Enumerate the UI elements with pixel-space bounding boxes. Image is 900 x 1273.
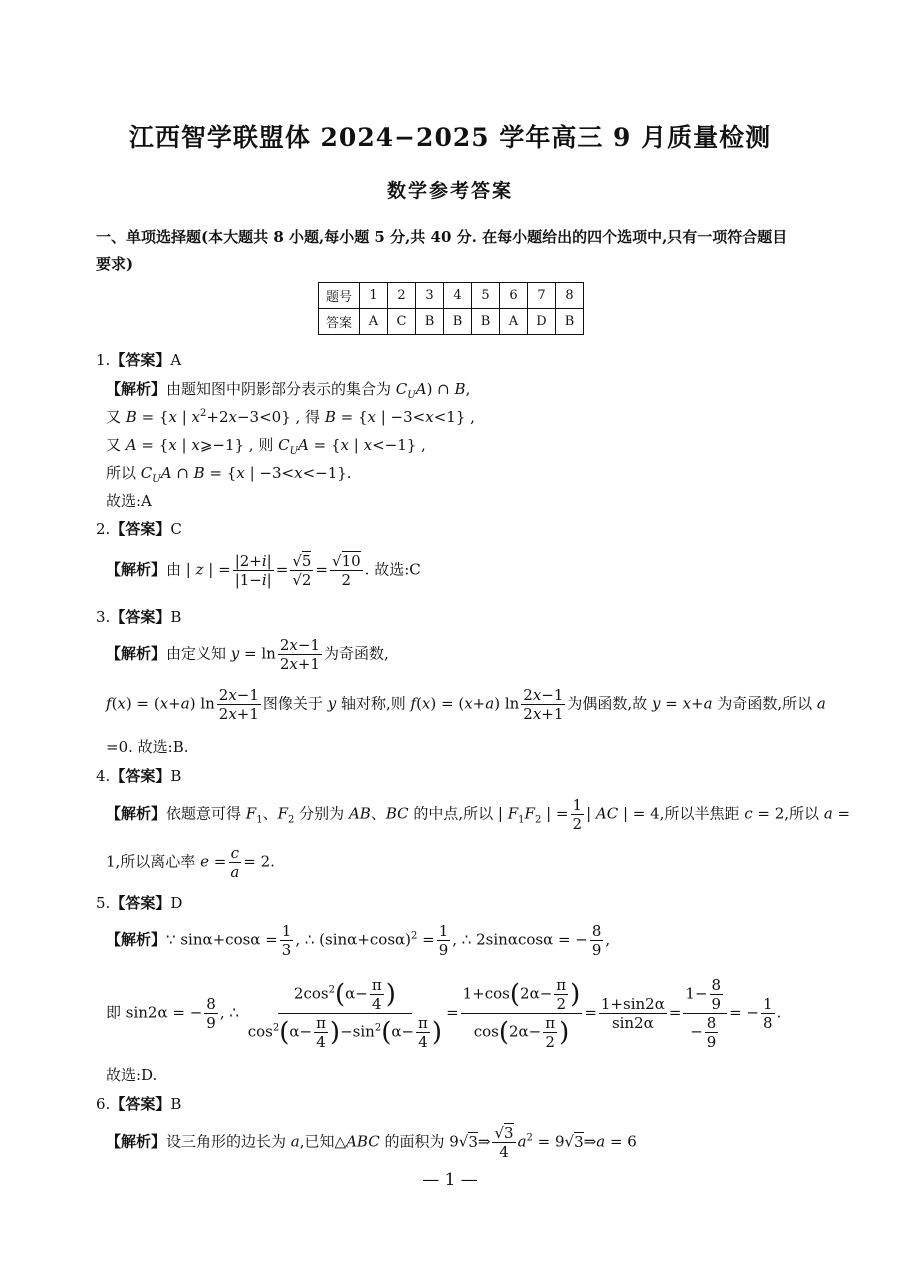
table-cell: B xyxy=(556,309,584,335)
table-cell: C xyxy=(388,309,416,335)
table-row-label: 答案 xyxy=(319,309,360,335)
answer-value: D xyxy=(170,894,183,912)
table-cell: B xyxy=(416,309,444,335)
q1-analysis-line2: 又 B = {x | $x^2+2x-3<0$} , 得 B = {x | −3<x<1} , xyxy=(106,408,475,426)
table-cell: 8 xyxy=(556,283,584,309)
question-number: 2. xyxy=(96,520,111,538)
q4-analysis-line2: 1,所以离心率 e = $\frac{c}{a}$ = 2. xyxy=(106,844,275,881)
answer-label: 【答案】 xyxy=(110,608,171,626)
table-row-label: 题号 xyxy=(319,283,360,309)
section-heading-line1: 一、单项选择题(本大题共 8 小题,每小题 5 分,共 40 分. 在每小题给出的四个选项中,只有一项符合题目 xyxy=(96,228,788,246)
table-cell: 7 xyxy=(528,283,556,309)
answer-value: B xyxy=(170,767,182,785)
question-number: 4. xyxy=(96,767,111,785)
section-heading-line2: 要求) xyxy=(96,255,134,273)
q3-analysis-line1: 【解析】由定义知 y = ln $\frac{2x-1}{2x+1}$ 为奇函数, xyxy=(106,636,389,673)
table-cell: 2 xyxy=(388,283,416,309)
answer-label: 【答案】 xyxy=(110,767,171,785)
answer-value: B xyxy=(170,1095,182,1113)
q1-analysis-line3: 又 A = {x | x⩾−1} , 则 $C_UA = \{x$ | x<−1} , xyxy=(106,436,426,457)
q1-answer-line xyxy=(96,349,181,370)
q2-analysis: 【解析】由 | z | = $\frac{|2+i|}{|1-i|}$ = $\frac{√5}{√2}$ = $\frac{√10}{2}$ . 故选:C xyxy=(106,552,421,589)
q6-answer-line xyxy=(96,1093,181,1114)
table-cell: 1 xyxy=(360,283,388,309)
q6-analysis: 【解析】设三角形的边长为 a,已知△ABC 的面积为 9√3⇒ $\frac{√3}{4}$ $a^2$ = 9√3⇒a = 6 xyxy=(106,1124,637,1161)
q1-analysis-line4: 所以 $C_UA$ ∩ B = {x | −3<x<−1}. xyxy=(106,464,352,485)
answer-label: 【答案】 xyxy=(110,1095,171,1113)
answer-table-number-row xyxy=(319,283,584,309)
q1-conclusion: 故选:A xyxy=(106,492,152,510)
question-number: 6. xyxy=(96,1095,111,1113)
q4-analysis-line1: 【解析】依题意可得 $F_1$、$F_2$ 分别为 AB、BC 的中点,所以 | $F_1F_2$ | = $\frac{1}{2}$ | AC | = 4,所以半焦距 c = 2,所以 a = xyxy=(106,796,851,833)
q2-answer-line xyxy=(96,518,182,539)
answer-value: C xyxy=(170,520,182,538)
q3-analysis-line2: f(x) = (x+a) ln $\frac{2x-1}{2x+1}$ 图像关于 y 轴对称,则 f(x) = (x+a) ln $\frac{2x-1}{2x+1}$ 为偶函数,故 y = x+a 为奇函数,所以 a xyxy=(106,686,826,723)
table-cell: A xyxy=(360,309,388,335)
analysis-label: 【解析】 xyxy=(106,930,167,949)
analysis-label: 【解析】 xyxy=(106,644,167,663)
answer-label: 【答案】 xyxy=(110,520,171,538)
question-number: 3. xyxy=(96,608,111,626)
q3-answer-line xyxy=(96,606,181,627)
table-cell: 4 xyxy=(444,283,472,309)
q4-answer-line xyxy=(96,765,181,786)
answer-label: 【答案】 xyxy=(110,894,171,912)
analysis-label: 【解析】 xyxy=(106,380,167,398)
answer-table-answer-row xyxy=(319,309,584,335)
table-cell: 6 xyxy=(500,283,528,309)
q5-conclusion: 故选:D. xyxy=(106,1066,158,1084)
table-cell: D xyxy=(528,309,556,335)
question-number: 1. xyxy=(96,351,111,369)
table-cell: 3 xyxy=(416,283,444,309)
answer-value: B xyxy=(170,608,182,626)
q3-conclusion: =0. 故选:B. xyxy=(106,738,189,756)
table-cell: A xyxy=(500,309,528,335)
table-cell: B xyxy=(472,309,500,335)
answer-value: A xyxy=(170,351,182,369)
analysis-label: 【解析】 xyxy=(106,1132,167,1151)
q5-answer-line xyxy=(96,892,182,913)
table-cell: B xyxy=(444,309,472,335)
page-subtitle: 数学参考答案 xyxy=(386,180,513,202)
analysis-label: 【解析】 xyxy=(106,804,167,823)
q5-analysis-line1: 【解析】∵ sinα+cosα = $\frac{1}{3}$ , ∴ $(\sin\alpha+\cos\alpha)^2$ = $\frac{1}{9}$ , ∴ 2sinαcosα = − $\frac{8}{9}$ , xyxy=(106,922,611,959)
page-number: — 1 — xyxy=(422,1170,478,1190)
q1-analysis-line1: 【解析】由题知图中阴影部分表示的集合为 $C_UA$) ∩ B, xyxy=(106,380,471,401)
answer-table xyxy=(318,282,584,335)
analysis-label: 【解析】 xyxy=(106,560,167,579)
page-title: 江西智学联盟体 2024−2025 学年高三 9 月质量检测 xyxy=(128,123,772,152)
table-cell: 5 xyxy=(472,283,500,309)
q5-analysis-line2: 即 sin2α = − $\frac{8}{9}$ , ∴ $2\cos^2(\alpha-$ $\frac{\pi}{4}$ ) $\cos^2(\alpha-$ $\frac{\pi}{4}$ )$-\sin^2(\alpha-$ $\frac{\pi}{4}$ ) = 1+cos(2α− $\frac{\pi}{2}$ ) cos(2α− $\frac{\pi}{2}$ ) = $\frac{1+\sin 2\alpha}{\sin 2\alpha}$ = 1− $\frac{8}{9}$ − $\frac{8}{9}$ = − $\frac{1}{8}$ . xyxy=(106,976,782,1051)
answer-label: 【答案】 xyxy=(110,351,171,369)
question-number: 5. xyxy=(96,894,111,912)
